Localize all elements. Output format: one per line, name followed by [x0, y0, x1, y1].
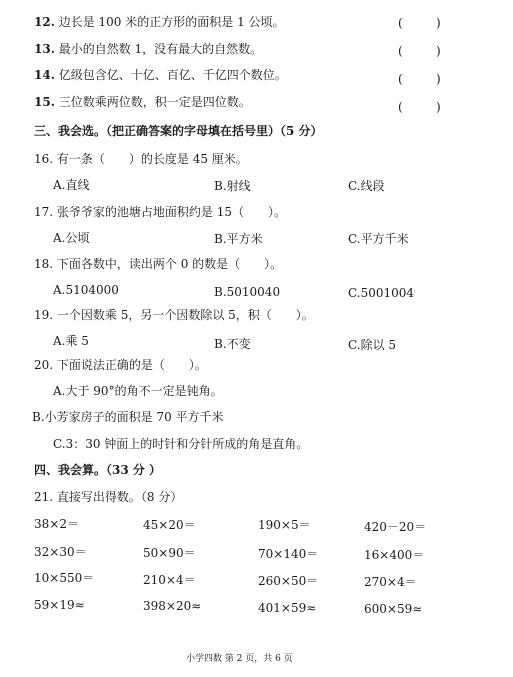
question-text: 三位数乘两位数，积一定是四位数。 — [58, 95, 251, 109]
calc-item[interactable]: 398×20≈ — [143, 599, 202, 613]
question-number: 12. — [34, 15, 55, 29]
answer-parens[interactable] — [398, 99, 441, 115]
question-text: 边长是 100 米的正方形的面积是 1 公顷。 — [58, 15, 285, 29]
question-text: 亿级包含亿、十亿、百亿、千亿四个数位。 — [58, 68, 287, 82]
option-c[interactable]: C.除以 5 — [348, 338, 397, 352]
answer-parens[interactable] — [398, 71, 441, 87]
question-16: 16. 有一条（ ）的长度是 45 厘米。 — [34, 152, 248, 166]
option-a[interactable]: A.公顷 — [53, 231, 90, 245]
paren-right: ) — [436, 72, 441, 86]
calc-item[interactable]: 260×50＝ — [258, 574, 319, 588]
option-b[interactable]: B.平方米 — [214, 232, 263, 246]
calc-item[interactable]: 38×2＝ — [34, 517, 79, 531]
question-20: 20. 下面说法正确的是（ ）。 — [34, 358, 207, 372]
section-heading: 三、我会选。（把正确答案的字母填在括号里）（5 分） — [34, 124, 323, 138]
option-c[interactable]: C.平方千米 — [348, 232, 409, 246]
question-19: 19. 一个因数乘 5，另一个因数除以 5，积（ ）。 — [34, 308, 314, 322]
option-c[interactable]: C.5001004 — [348, 286, 415, 300]
option-b[interactable]: B.5010040 — [214, 285, 281, 299]
calc-item[interactable]: 420－20＝ — [364, 520, 427, 534]
page-footer: 小学四数 第 2 页，共 6 页 — [186, 654, 293, 664]
paren-left: ( — [398, 44, 403, 58]
calc-item[interactable]: 10×550＝ — [34, 571, 95, 585]
calc-item[interactable]: 45×20＝ — [143, 518, 196, 532]
paren-right: ) — [436, 44, 441, 58]
question-number: 15. — [34, 95, 55, 109]
paren-left: ( — [398, 72, 403, 86]
calc-item[interactable]: 59×19≈ — [34, 598, 85, 612]
answer-parens[interactable] — [398, 43, 441, 59]
question-17: 17. 张爷爷家的池塘占地面积约是 15（ ）。 — [34, 205, 286, 219]
option-b[interactable]: B.小芳家房子的面积是 70 平方千米 — [32, 410, 224, 424]
calc-item[interactable]: 32×30＝ — [34, 545, 87, 559]
option-b[interactable]: B.不变 — [214, 337, 251, 351]
calc-item[interactable]: 600×59≈ — [364, 602, 423, 616]
calc-item[interactable]: 270×4＝ — [364, 575, 417, 589]
question-number: 13. — [34, 42, 55, 56]
option-a[interactable]: A.直线 — [53, 178, 90, 192]
option-b[interactable]: B.射线 — [214, 179, 251, 193]
question-12 — [34, 14, 285, 30]
section-heading: 四、我会算。（33 分 ） — [34, 463, 162, 477]
calc-item[interactable]: 16×400＝ — [364, 548, 425, 562]
paren-left: ( — [398, 16, 403, 30]
calc-item[interactable]: 190×5＝ — [258, 518, 311, 532]
question-13 — [34, 41, 262, 57]
question-21: 21. 直接写出得数。（8 分） — [34, 490, 183, 504]
calc-item[interactable]: 401×59≈ — [258, 601, 317, 615]
option-c[interactable]: C.线段 — [348, 179, 385, 193]
paren-left: ( — [398, 100, 403, 114]
option-a[interactable]: A.5104000 — [53, 283, 119, 297]
calc-item[interactable]: 210×4＝ — [143, 573, 196, 587]
question-text: 最小的自然数 1，没有最大的自然数。 — [58, 42, 263, 56]
question-15 — [34, 94, 251, 110]
question-number: 14. — [34, 68, 55, 82]
question-14 — [34, 67, 287, 83]
option-c[interactable]: C.3：30 钟面上的时针和分针所成的角是直角。 — [53, 437, 309, 451]
paren-right: ) — [436, 100, 441, 114]
calc-item[interactable]: 50×90＝ — [143, 546, 196, 560]
question-18: 18. 下面各数中，读出两个 0 的数是（ ）。 — [34, 257, 283, 271]
calc-item[interactable]: 70×140＝ — [258, 547, 319, 561]
option-a[interactable]: A.乘 5 — [53, 334, 89, 348]
option-a[interactable]: A.大于 90°的角不一定是钝角。 — [53, 384, 223, 398]
paren-right: ) — [436, 16, 441, 30]
answer-parens[interactable] — [398, 15, 441, 31]
